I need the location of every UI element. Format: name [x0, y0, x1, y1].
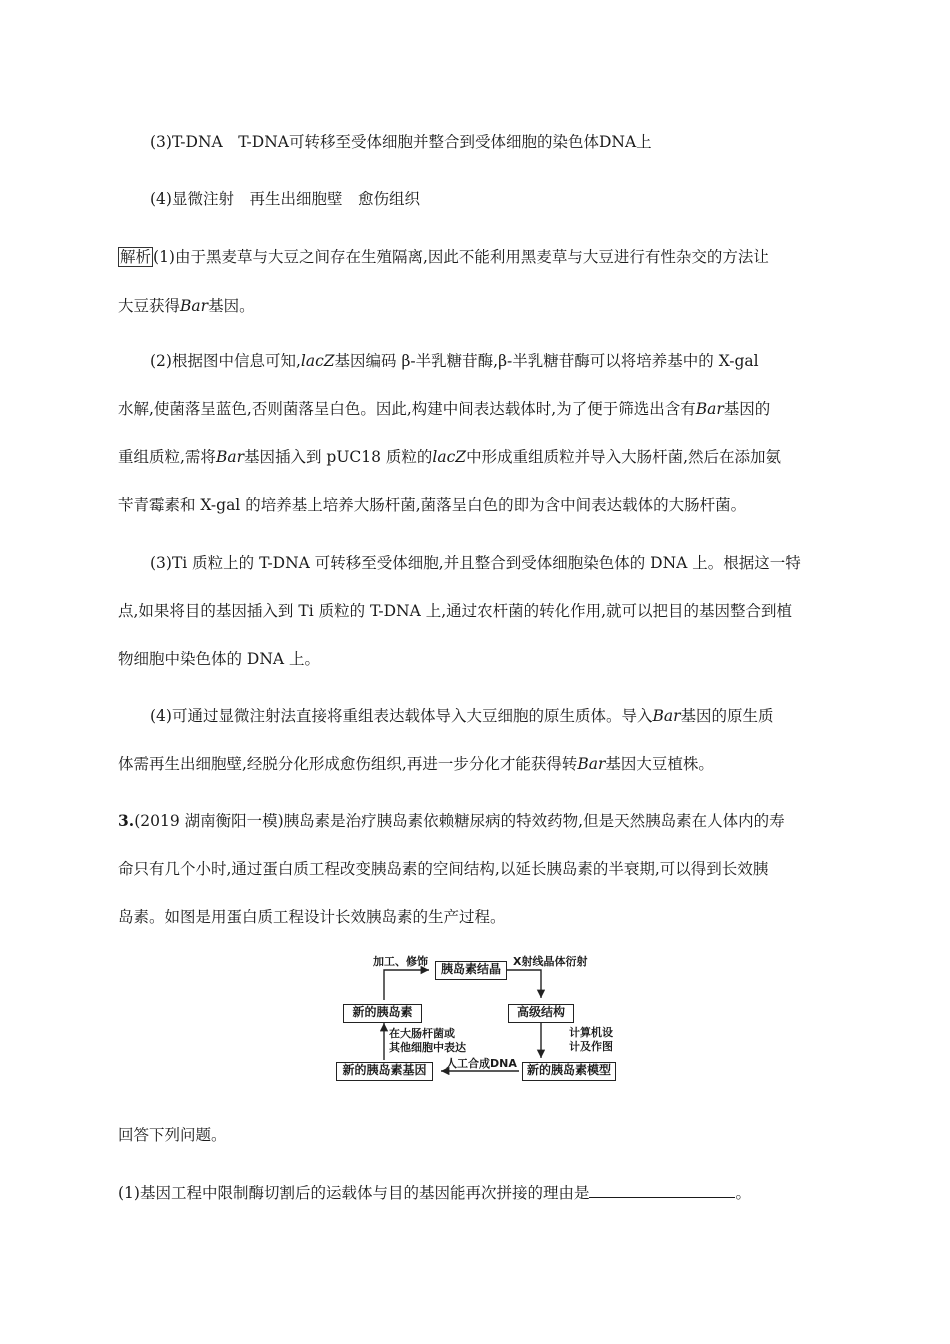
label-computer-design-1: 计算机设	[569, 1026, 613, 1039]
answer-blank[interactable]	[589, 1181, 735, 1198]
question-3-sub1	[118, 1181, 751, 1204]
analysis-p2-line1	[150, 350, 759, 372]
sub-question-end: 。	[735, 1184, 751, 1202]
text-seg: 基因。	[208, 297, 255, 315]
box-higher-structure: 高级结构	[508, 1004, 574, 1023]
analysis-p2-line3	[118, 446, 781, 468]
analysis-p1-text: (1)由于黑麦草与大豆之间存在生殖隔离,因此不能利用黑麦草与大豆进行有性杂交的方法让	[153, 248, 769, 266]
question-3-line3: 岛素。如图是用蛋白质工程设计长效胰岛素的生产过程。	[118, 908, 506, 926]
gene-name: Bar	[652, 707, 681, 725]
gene-name: Bar	[180, 297, 209, 315]
text-seg: (4)可通过显微注射法直接将重组表达载体导入大豆细胞的原生质体。导入	[150, 707, 653, 725]
analysis-p3-line3: 物细胞中染色体的 DNA 上。	[118, 650, 321, 668]
answer-4: (4)显微注射 再生出细胞壁 愈伤组织	[150, 190, 420, 208]
sub-question-text: (1)基因工程中限制酶切割后的运载体与目的基因能再次拼接的理由是	[118, 1184, 590, 1202]
answer-3: (3)T-DNA T-DNA可转移至受体细胞并整合到受体细胞的染色体DNA上	[150, 133, 652, 151]
label-processing: 加工、修饰	[373, 955, 428, 968]
gene-name: lacZ	[432, 448, 467, 466]
label-artificial-dna: 人工合成DNA	[446, 1057, 517, 1070]
box-new-insulin: 新的胰岛素	[343, 1004, 422, 1023]
analysis-p1-line1	[118, 246, 769, 268]
question-prompt: 回答下列问题。	[118, 1126, 227, 1144]
gene-name: lacZ	[300, 352, 335, 370]
analysis-p3-line1: (3)Ti 质粒上的 T-DNA 可转移至受体细胞,并且整合到受体细胞染色体的 DNA 上。根据这一特	[150, 554, 801, 572]
text-seg: 基因的原生质	[680, 707, 774, 725]
analysis-p2-line2	[118, 398, 770, 420]
gene-name: Bar	[577, 755, 606, 773]
text-seg: 基因插入到 pUC18 质粒的	[243, 448, 433, 466]
text-seg: (2)根据图中信息可知,	[150, 352, 301, 370]
analysis-label: 解析	[120, 248, 152, 266]
question-number: 3.	[118, 811, 135, 830]
analysis-p4-line2	[118, 753, 714, 775]
text-seg: 基因编码 β-半乳糖苷酶,β-半乳糖苷酶可以将培养基中的 X-gal	[334, 352, 759, 370]
analysis-p2-line4: 苄青霉素和 X-gal 的培养基上培养大肠杆菌,菌落呈白色的即为含中间表达载体的大肠杆菌。	[118, 496, 747, 514]
text-seg: 基因的	[723, 400, 771, 418]
text-seg: 中形成重组质粒并导入大肠杆菌,然后在添加氨	[466, 448, 782, 466]
insulin-production-diagram	[333, 953, 621, 1083]
text-seg: 体需再生出细胞壁,经脱分化形成愈伤组织,再进一步分化才能获得转	[118, 755, 578, 773]
label-xray-diffraction: X射线晶体衍射	[513, 955, 588, 968]
text-seg: 大豆获得	[118, 297, 181, 315]
label-expression-1: 在大肠杆菌或	[389, 1027, 455, 1040]
analysis-p1-line2	[118, 295, 255, 317]
box-insulin-crystal: 胰岛素结晶	[435, 961, 507, 980]
question-3-line1	[118, 810, 785, 832]
question-text: (2019 湖南衡阳一模)胰岛素是治疗胰岛素依赖糖尿病的特效药物,但是天然胰岛素在人体内的寿	[134, 812, 785, 830]
text-seg: 重组质粒,需将	[118, 448, 216, 466]
question-3-line2: 命只有几个小时,通过蛋白质工程改变胰岛素的空间结构,以延长胰岛素的半衰期,可以得到长效胰	[118, 860, 769, 878]
text-seg: 基因大豆植株。	[605, 755, 714, 773]
label-expression-2: 其他细胞中表达	[389, 1041, 466, 1054]
gene-name: Bar	[215, 448, 244, 466]
analysis-p3-line2: 点,如果将目的基因插入到 Ti 质粒的 T-DNA 上,通过农杆菌的转化作用,就可以把目的基因整合到植	[118, 602, 793, 620]
box-new-insulin-model: 新的胰岛素模型	[522, 1062, 616, 1081]
label-computer-design-2: 计及作图	[569, 1040, 613, 1053]
analysis-p4-line1	[150, 705, 774, 727]
box-new-insulin-gene: 新的胰岛素基因	[336, 1062, 433, 1081]
gene-name: Bar	[695, 400, 724, 418]
text-seg: 水解,使菌落呈蓝色,否则菌落呈白色。因此,构建中间表达载体时,为了便于筛选出含有	[118, 400, 696, 418]
